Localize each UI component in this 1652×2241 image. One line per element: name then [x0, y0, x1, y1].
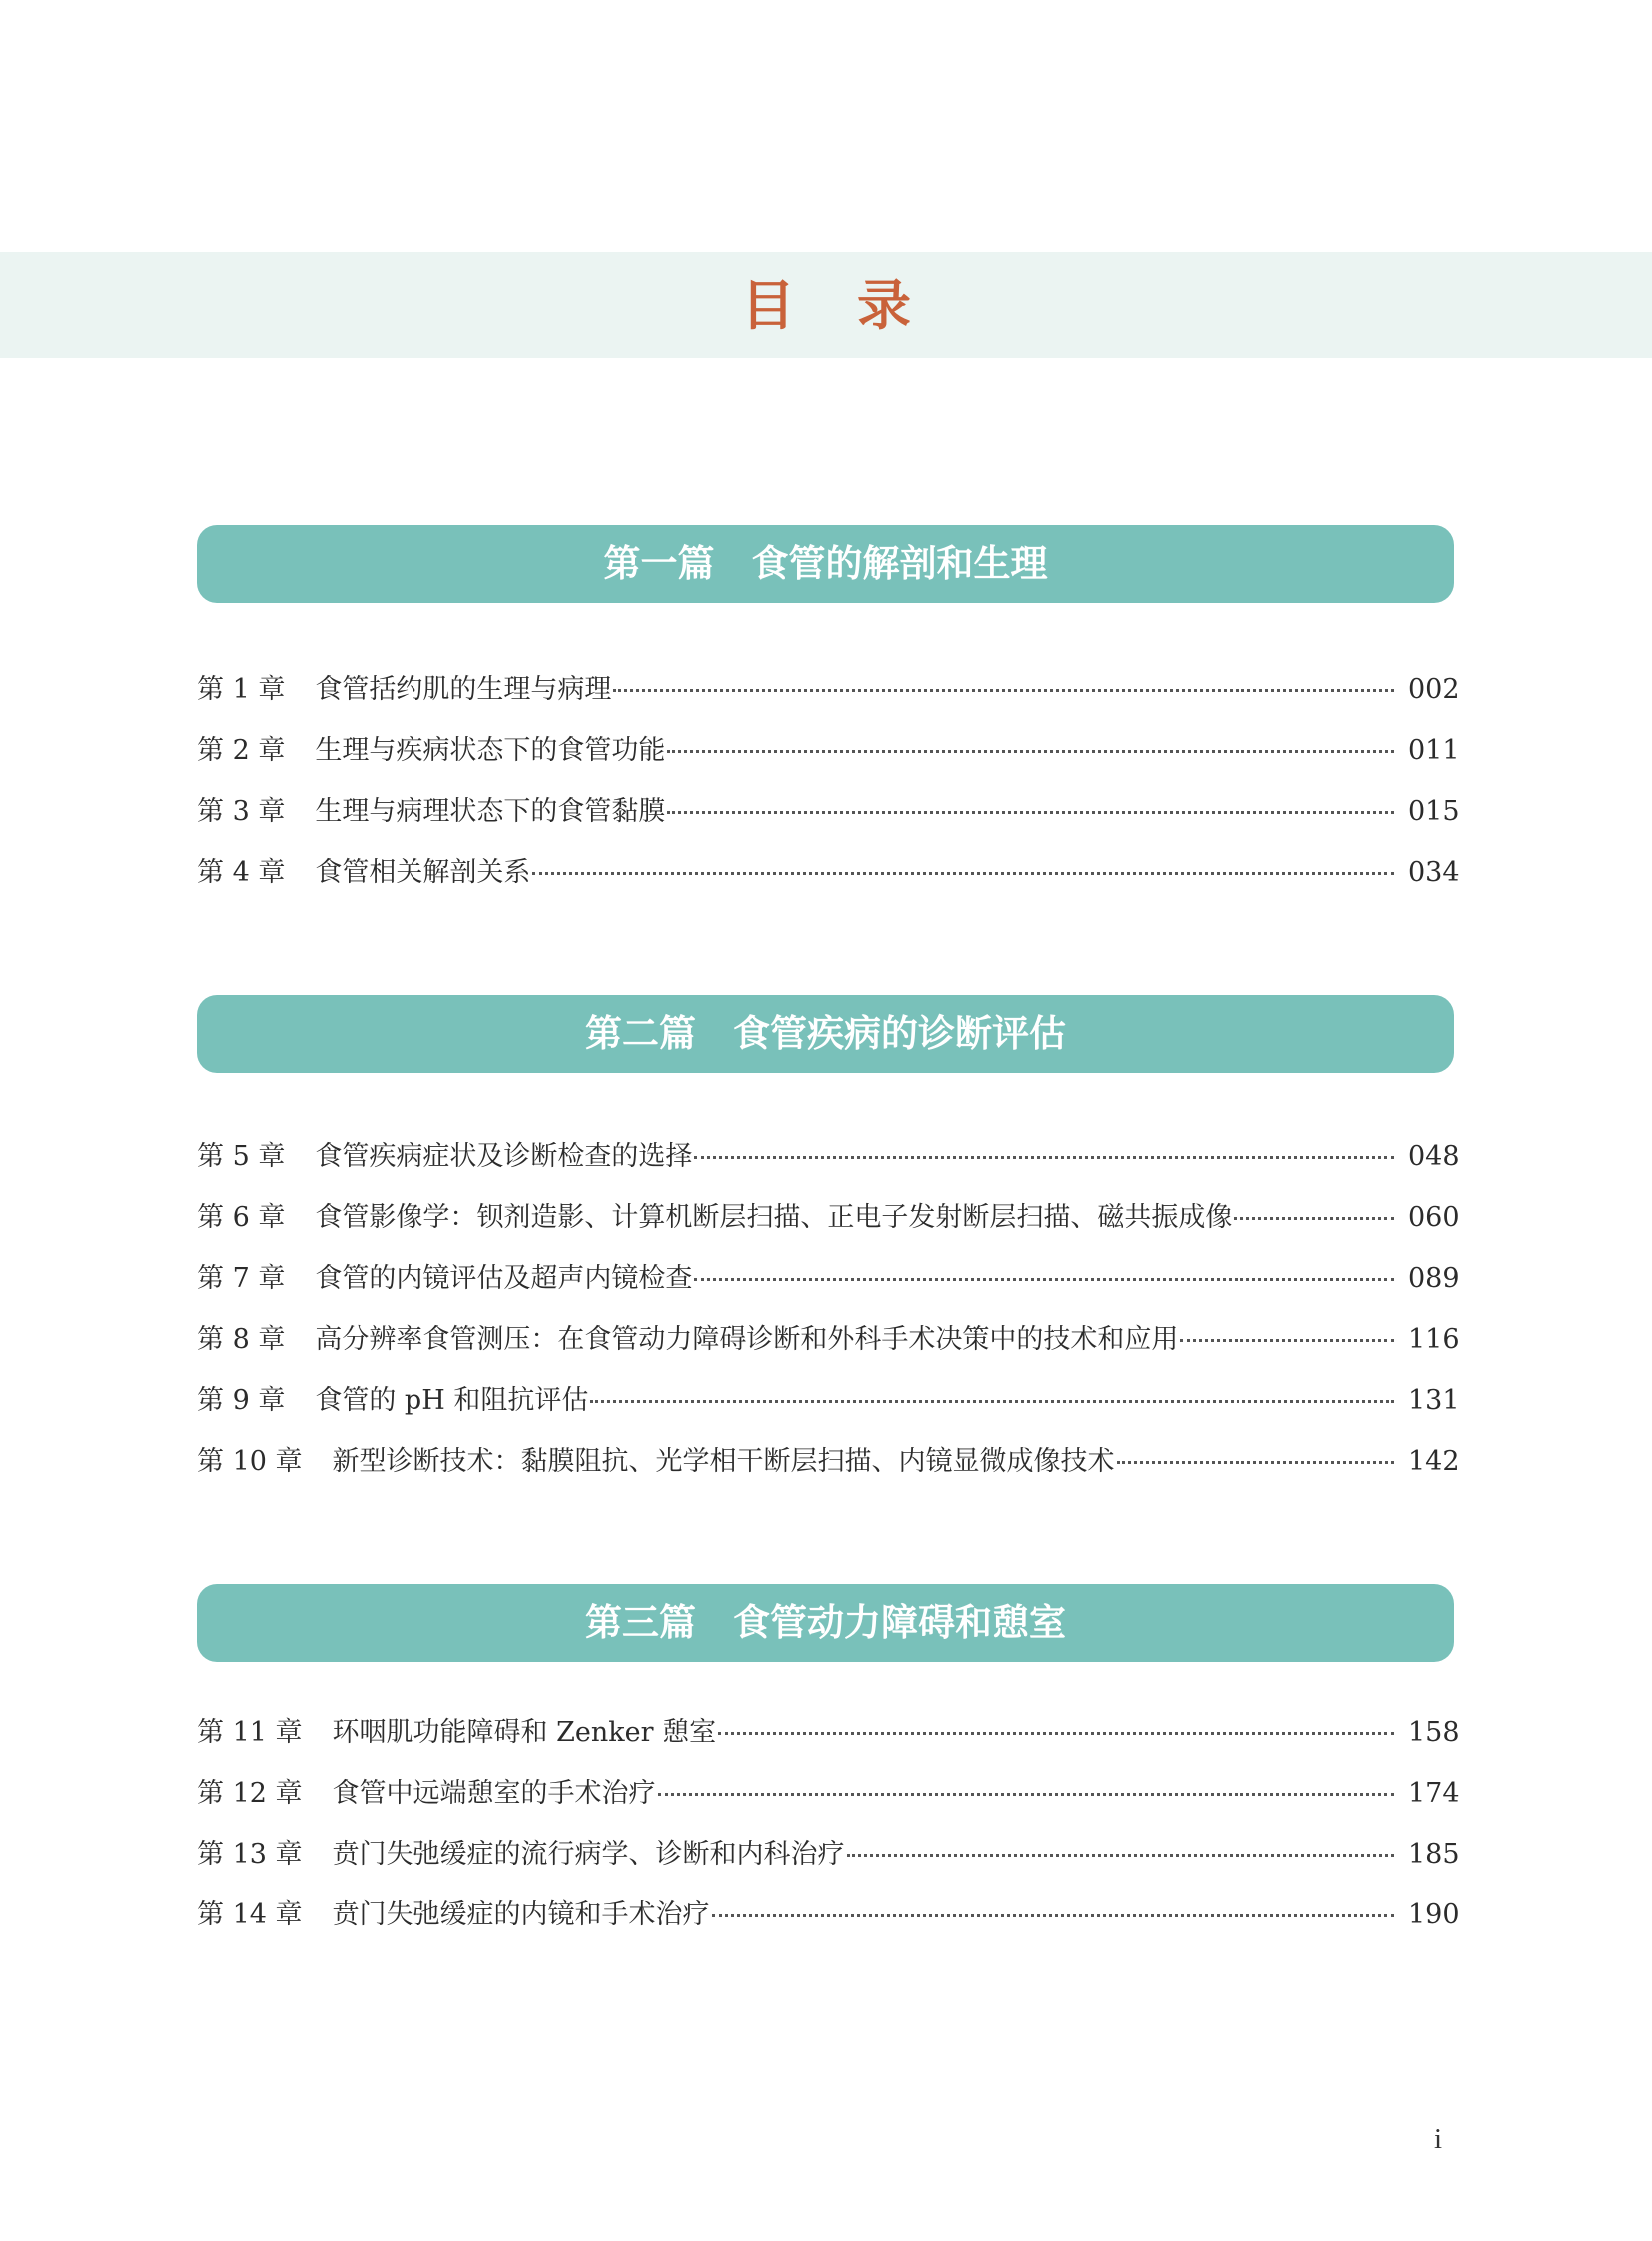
- chapter-title[interactable]: 环咽肌功能障碍和 Zenker 憩室: [332, 1717, 717, 1748]
- dot-leader: [694, 1278, 1394, 1281]
- toc-list-part-3: [197, 1702, 1460, 1945]
- part-banner-2: 第二篇 食管疾病的诊断评估: [197, 995, 1454, 1073]
- toc-entry-chapter-12[interactable]: [197, 1763, 1460, 1824]
- chapter-title[interactable]: 贲门失弛缓症的内镜和手术治疗: [332, 1899, 710, 1930]
- chapter-title[interactable]: 食管的 pH 和阻抗评估: [315, 1385, 589, 1416]
- dot-leader: [1180, 1339, 1394, 1342]
- chapter-number: 第 2 章: [197, 735, 286, 766]
- chapter-title[interactable]: 食管括约肌的生理与病理: [315, 674, 612, 705]
- chapter-number: 第 5 章: [197, 1141, 286, 1172]
- toc-entry-chapter-4[interactable]: [197, 842, 1460, 903]
- chapter-number: 第 6 章: [197, 1202, 286, 1233]
- chapter-number: 第 8 章: [197, 1324, 286, 1355]
- page-number: 060: [1408, 1202, 1460, 1233]
- toc-entry-chapter-10[interactable]: [197, 1431, 1460, 1492]
- chapter-number: 第 10 章: [197, 1446, 303, 1477]
- chapter-number: 第 12 章: [197, 1778, 303, 1809]
- part-banner-1: 第一篇 食管的解剖和生理: [197, 525, 1454, 603]
- dot-leader: [1234, 1217, 1394, 1220]
- toc-entry-chapter-14[interactable]: [197, 1884, 1460, 1945]
- toc-entry-chapter-7[interactable]: [197, 1248, 1460, 1309]
- dot-leader: [718, 1732, 1394, 1735]
- page-number: 034: [1408, 857, 1460, 888]
- chapter-title[interactable]: 生理与病理状态下的食管黏膜: [315, 796, 666, 827]
- page-number: 158: [1408, 1717, 1460, 1748]
- chapter-title[interactable]: 新型诊断技术：黏膜阻抗、光学相干断层扫描、内镜显微成像技术: [332, 1446, 1115, 1477]
- chapter-number: 第 9 章: [197, 1385, 286, 1416]
- chapter-number: 第 14 章: [197, 1899, 303, 1930]
- page-number: 116: [1408, 1324, 1460, 1355]
- page-title: 目录: [741, 273, 973, 337]
- dot-leader: [694, 1156, 1394, 1159]
- chapter-number: 第 1 章: [197, 674, 286, 705]
- page-number: 048: [1408, 1141, 1460, 1172]
- toc-entry-chapter-9[interactable]: [197, 1370, 1460, 1431]
- dot-leader: [1117, 1461, 1394, 1464]
- dot-leader: [712, 1914, 1394, 1917]
- toc-list-part-2: [197, 1126, 1460, 1492]
- toc-entry-chapter-13[interactable]: [197, 1824, 1460, 1884]
- page-number: 190: [1408, 1899, 1460, 1930]
- toc-entry-chapter-5[interactable]: [197, 1126, 1460, 1187]
- page-number: 131: [1408, 1385, 1460, 1416]
- dot-leader: [658, 1793, 1394, 1796]
- toc-list-part-1: [197, 659, 1460, 903]
- chapter-title[interactable]: 食管中远端憩室的手术治疗: [332, 1778, 656, 1809]
- toc-entry-chapter-6[interactable]: [197, 1187, 1460, 1248]
- chapter-title[interactable]: 高分辨率食管测压：在食管动力障碍诊断和外科手术决策中的技术和应用: [315, 1324, 1179, 1355]
- page-folio: i: [1434, 2123, 1443, 2155]
- dot-leader: [847, 1854, 1394, 1857]
- page-number: 089: [1408, 1263, 1460, 1294]
- chapter-title[interactable]: 生理与疾病状态下的食管功能: [315, 735, 666, 766]
- dot-leader: [667, 750, 1394, 753]
- page-number: 142: [1408, 1446, 1460, 1477]
- chapter-title[interactable]: 食管疾病症状及诊断检查的选择: [315, 1141, 693, 1172]
- dot-leader: [590, 1400, 1394, 1403]
- page-number: 174: [1408, 1778, 1460, 1809]
- chapter-number: 第 4 章: [197, 857, 286, 888]
- chapter-number: 第 3 章: [197, 796, 286, 827]
- toc-entry-chapter-11[interactable]: [197, 1702, 1460, 1763]
- chapter-title[interactable]: 食管影像学：钡剂造影、计算机断层扫描、正电子发射断层扫描、磁共振成像: [315, 1202, 1233, 1233]
- chapter-title[interactable]: 贲门失弛缓症的流行病学、诊断和内科治疗: [332, 1839, 845, 1869]
- toc-entry-chapter-2[interactable]: [197, 720, 1460, 781]
- part-banner-3: 第三篇 食管动力障碍和憩室: [197, 1584, 1454, 1662]
- chapter-number: 第 13 章: [197, 1839, 303, 1869]
- toc-entry-chapter-3[interactable]: [197, 781, 1460, 842]
- page-number: 015: [1408, 796, 1460, 827]
- chapter-title[interactable]: 食管相关解剖关系: [315, 857, 531, 888]
- page-number: 185: [1408, 1839, 1460, 1869]
- page-number: 002: [1408, 674, 1460, 705]
- chapter-number: 第 7 章: [197, 1263, 286, 1294]
- dot-leader: [667, 811, 1394, 814]
- page-number: 011: [1408, 735, 1460, 766]
- dot-leader: [532, 872, 1394, 875]
- toc-entry-chapter-8[interactable]: [197, 1309, 1460, 1370]
- chapter-title[interactable]: 食管的内镜评估及超声内镜检查: [315, 1263, 693, 1294]
- dot-leader: [613, 689, 1394, 692]
- chapter-number: 第 11 章: [197, 1717, 303, 1748]
- toc-entry-chapter-1[interactable]: [197, 659, 1460, 720]
